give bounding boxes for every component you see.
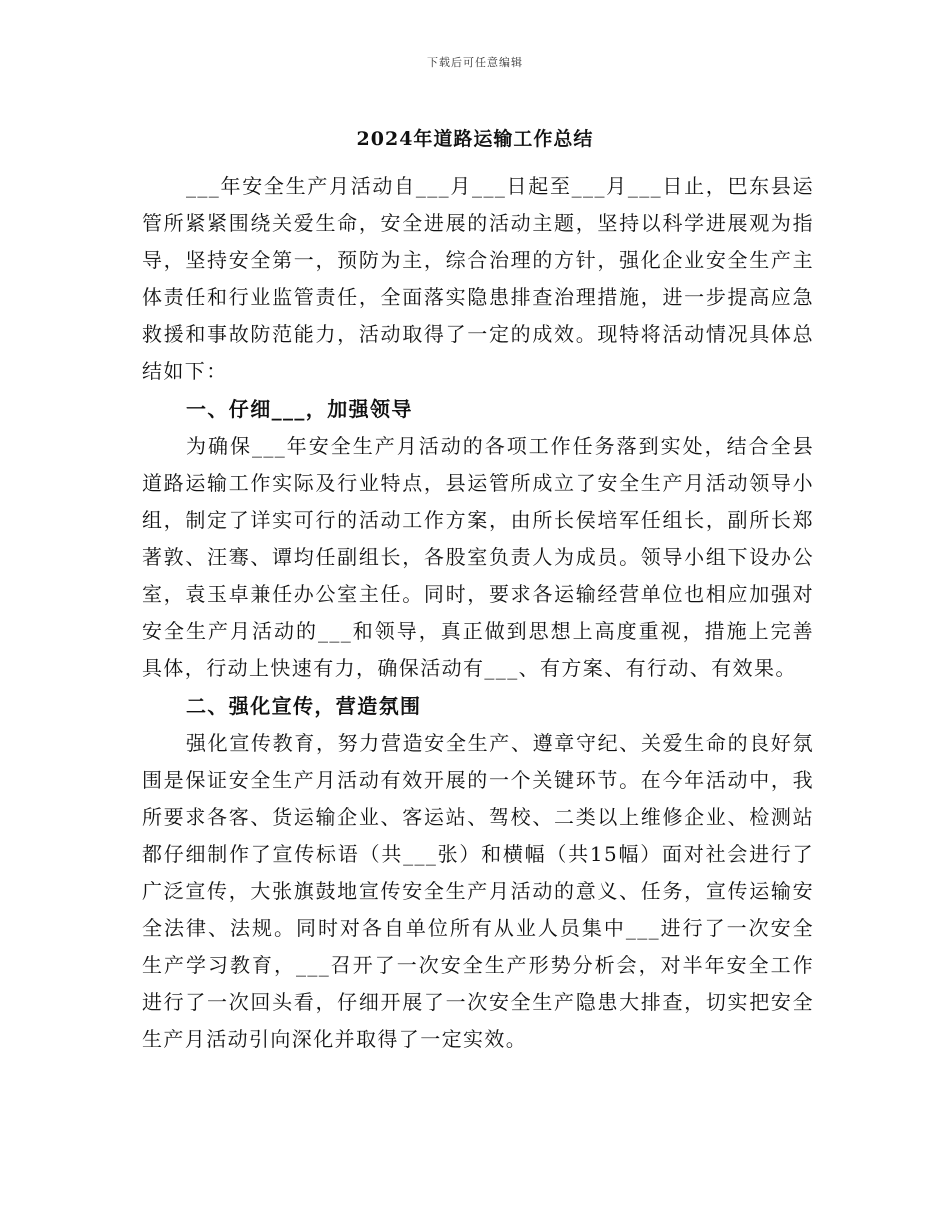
section-1-heading: 一、仔细___，加强领导 <box>186 397 413 421</box>
section-2-heading: 二、强化宣传，营造氛围 <box>186 694 422 718</box>
section-1-paragraph: 为确保___年安全生产月活动的各项工作任务落到实处，结合全县道路运输工作实际及行业特点，县运管所成立了安全生产月活动领导小组，制定了详实可行的活动工作方案，由所长侯培军任组长，副所长郑著敦、汪骞、谭均任副组长，各股室负责人为成员。领导小组下设办公室，袁玉卓兼任办公室主任。同时，要求各运输经营单位也相应加强对安全生产月活动的___和领导，真正做到思想上高度重视，措施上完善具体，行动上快速有力，确保活动有___、有方案、有行动、有效果。 <box>142 434 814 680</box>
intro-paragraph: ___年安全生产月活动自___月___日起至___月___日止，巴东县运管所紧紧围绕关爱生命，安全进展的活动主题，坚持以科学进展观为指导，坚持安全第一，预防为主，综合治理的方针，强化企业安全生产主体责任和行业监管责任，全面落实隐患排查治理措施，进一步提高应急救援和事故防范能力，活动取得了一定的成效。现特将活动情况具体总结如下： <box>142 174 814 383</box>
document-body <box>142 168 814 1058</box>
section-2-paragraph: 强化宣传教育，努力营造安全生产、遵章守纪、关爱生命的良好氛围是保证安全生产月活动有效开展的一个关键环节。在今年活动中，我所要求各客、货运输企业、客运站、驾校、二类以上维修企业、检测站都仔细制作了宣传标语（共___张）和横幅（共15幅）面对社会进行了广泛宣传，大张旗鼓地宣传安全生产月活动的意义、任务，宣传运输安全法律、法规。同时对各自单位所有从业人员集中___进行了一次安全生产学习教育，___召开了一次安全生产形势分析会，对半年安全工作进行了一次回头看，仔细开展了一次安全生产隐患大排查，切实把安全生产月活动引向深化并取得了一定实效。 <box>142 731 814 1051</box>
header-note: 下载后可任意编辑 <box>427 56 523 69</box>
document-title: 2024年道路运输工作总结 <box>356 128 594 150</box>
